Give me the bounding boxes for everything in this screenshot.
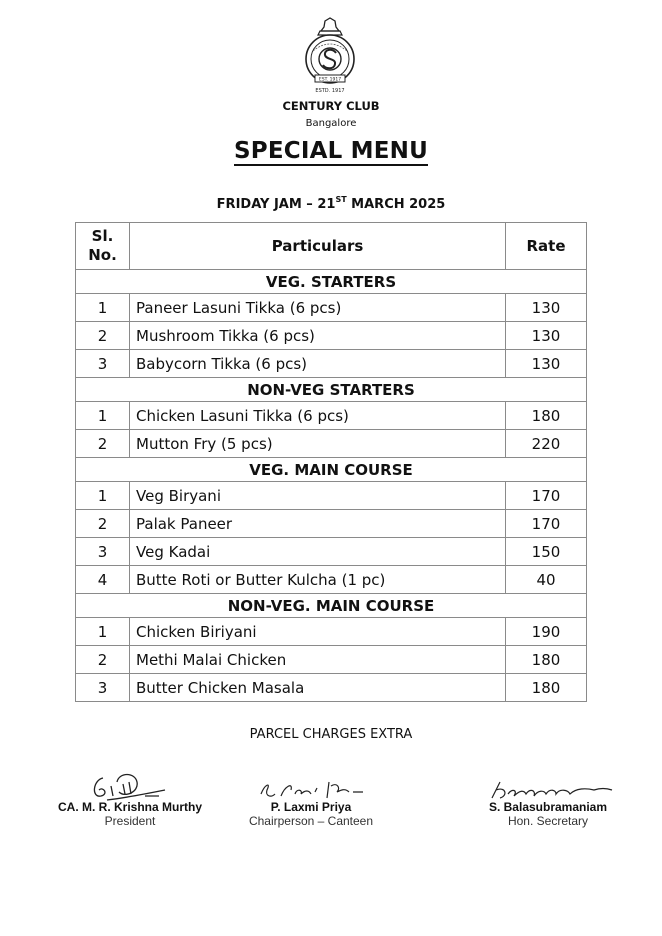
item-name: Chicken Biriyani [130,618,506,646]
table-header-row [76,223,587,270]
section-header-row [76,270,587,294]
item-rate: 180 [506,646,587,674]
item-number: 2 [76,430,130,458]
item-rate: 130 [506,294,587,322]
signature-scribble-icon [85,768,175,804]
item-name: Palak Paneer [130,510,506,538]
section-title: VEG. MAIN COURSE [76,458,587,482]
item-rate: 40 [506,566,587,594]
signatory-name: P. Laxmi Priya [270,800,352,814]
item-number: 2 [76,322,130,350]
item-number: 3 [76,674,130,702]
club-emblem-logo [303,17,357,97]
signatory-name: CA. M. R. Krishna Murthy [57,800,202,814]
section-header-row [76,594,587,618]
item-name: Paneer Lasuni Tikka (6 pcs) [130,294,506,322]
menu-table-body [76,270,587,702]
table-row [76,350,587,378]
item-name: Butter Chicken Masala [130,674,506,702]
item-rate: 180 [506,402,587,430]
item-number: 3 [76,538,130,566]
item-name: Babycorn Tikka (6 pcs) [130,350,506,378]
section-title: VEG. STARTERS [76,270,587,294]
table-row [76,538,587,566]
item-name: Methi Malai Chicken [130,646,506,674]
signatory-role: Hon. Secretary [507,814,589,828]
section-header-row [76,458,587,482]
table-row [76,430,587,458]
item-number: 1 [76,294,130,322]
svg-text:ESTD. 1917: ESTD. 1917 [315,88,345,94]
item-rate: 180 [506,674,587,702]
signatory-role: President [104,814,156,828]
table-row [76,294,587,322]
table-row [76,646,587,674]
item-rate: 170 [506,482,587,510]
item-name: Mutton Fry (5 pcs) [130,430,506,458]
signature-block-president [30,768,230,828]
event-date [0,195,662,212]
item-name: Chicken Lasuni Tikka (6 pcs) [130,402,506,430]
svg-text:EST. 1917: EST. 1917 [318,77,342,83]
table-row [76,566,587,594]
table-row [76,510,587,538]
column-header-sl-line2: No. [88,246,117,264]
item-name: Mushroom Tikka (6 pcs) [130,322,506,350]
item-number: 1 [76,618,130,646]
item-rate: 170 [506,510,587,538]
column-header-particulars: Particulars [130,223,506,270]
item-number: 3 [76,350,130,378]
event-date-suffix: MARCH 2025 [346,197,446,212]
item-number: 4 [76,566,130,594]
club-name: CENTURY CLUB [282,99,380,113]
parcel-charges-note: PARCEL CHARGES EXTRA [249,727,413,742]
item-number: 1 [76,402,130,430]
item-rate: 220 [506,430,587,458]
event-date-superscript: ST [335,195,347,204]
event-date-prefix: FRIDAY JAM – 21 [216,197,336,212]
signature-scribble-icon [241,768,381,804]
column-header-sl-no [76,223,130,270]
column-header-sl-line1: Sl. [91,227,114,245]
signature-block-chairperson [211,768,411,828]
table-row [76,322,587,350]
signature-scribble-icon [478,768,618,804]
table-row [76,482,587,510]
page-title-text: SPECIAL MENU [234,138,428,164]
menu-table [75,222,587,702]
table-row [76,402,587,430]
item-rate: 130 [506,350,587,378]
item-number: 2 [76,646,130,674]
signatory-role: Chairperson – Canteen [248,814,374,828]
item-name: Butte Roti or Butter Kulcha (1 pc) [130,566,506,594]
item-rate: 190 [506,618,587,646]
item-name: Veg Biryani [130,482,506,510]
item-number: 2 [76,510,130,538]
signatory-name: S. Balasubramaniam [488,800,608,814]
item-rate: 150 [506,538,587,566]
table-row [76,674,587,702]
item-number: 1 [76,482,130,510]
section-header-row [76,378,587,402]
section-title: NON-VEG. MAIN COURSE [76,594,587,618]
item-rate: 130 [506,322,587,350]
item-name: Veg Kadai [130,538,506,566]
section-title: NON-VEG STARTERS [76,378,587,402]
table-row [76,618,587,646]
signature-block-secretary [448,768,648,828]
club-city: Bangalore [305,118,357,129]
column-header-rate: Rate [506,223,587,270]
page-title [0,138,662,164]
